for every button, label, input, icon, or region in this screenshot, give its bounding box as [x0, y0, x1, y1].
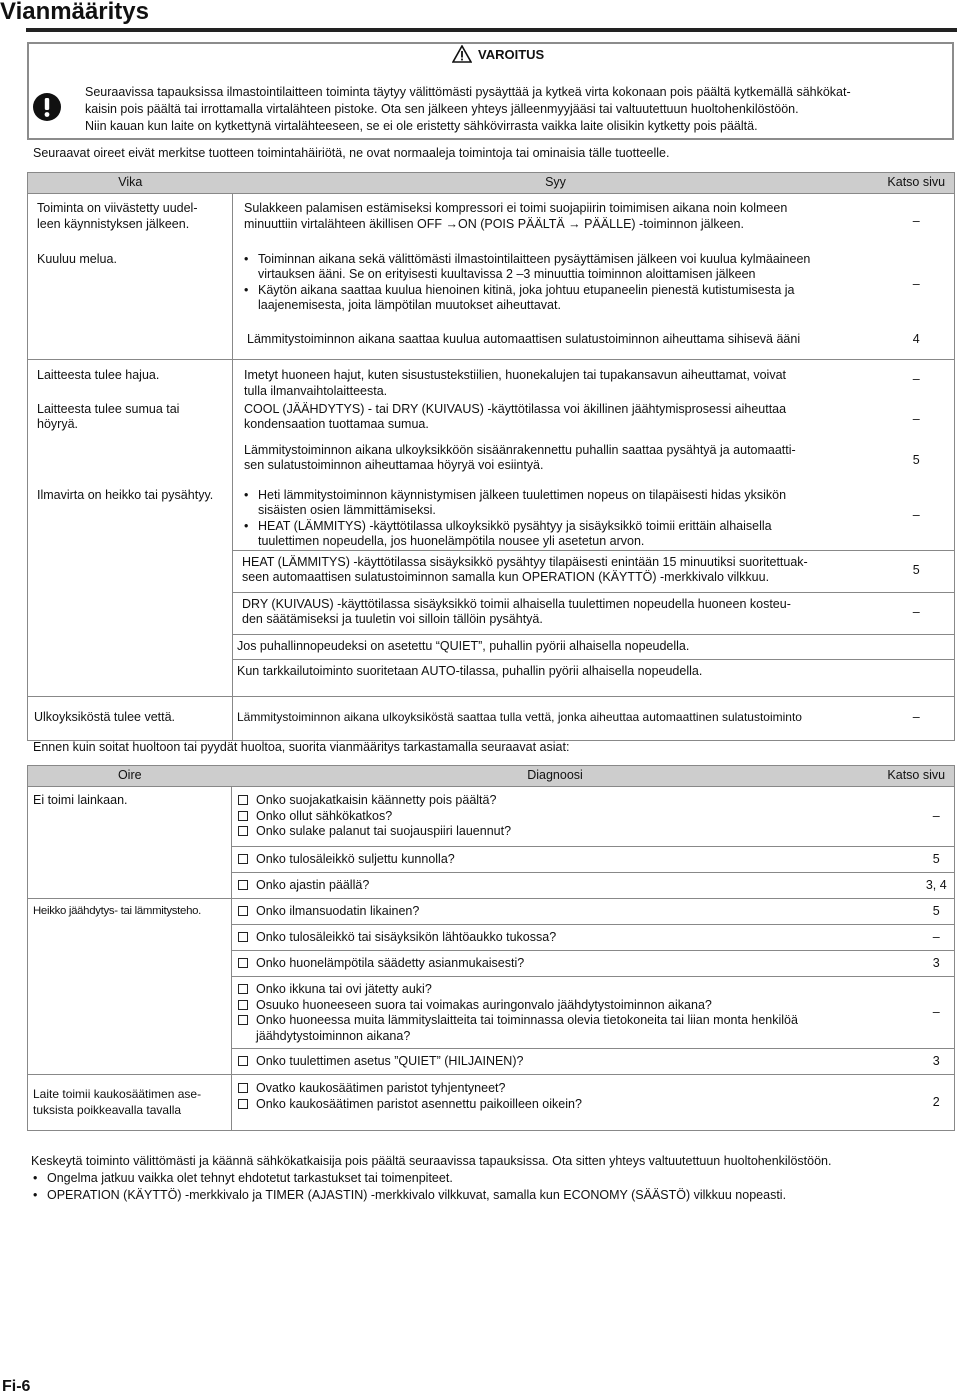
diagnosis-cell	[232, 1075, 879, 1131]
bullet-text: Heti lämmitystoiminnon käynnistymisen jälkeen tuulettimen nopeus on tilapäisesti hidas yksikön sisäisten osien lämmittämiseksi.	[258, 487, 787, 517]
page-cell: 5	[879, 550, 955, 592]
check-text: Onko ikkuna tai ovi jätetty auki?	[256, 982, 432, 996]
page-number: Fi-6	[2, 1378, 31, 1395]
warning-triangle-icon	[452, 45, 472, 63]
checkbox-icon	[238, 1015, 248, 1025]
page-cell: –	[879, 696, 955, 740]
intro-text: Seuraavat oireet eivät merkitse tuotteen toimintahäiriötä, ne ovat normaaleja toimintoja tai ominaisia tälle tuotteelle.	[33, 146, 670, 160]
table-row	[28, 482, 955, 551]
column-header-oire: Oire	[28, 766, 232, 787]
page-cell: –	[912, 507, 920, 522]
page-cell: –	[879, 787, 955, 847]
checkbox-icon	[238, 826, 248, 836]
bullet-text: HEAT (LÄMMITYS) -käyttötilassa ulkoyksikkö pysähtyy ja sisäyksikkö toimii erittäin alhaisella tuulettimen nopeudella, jos huonelämpötila nousee yli asetetun arvon.	[258, 518, 772, 548]
checkbox-item	[238, 824, 879, 840]
table-row	[28, 194, 955, 250]
page-cell: –	[879, 194, 955, 250]
cause-cell: Imetyt huoneen hajut, kuten sisustustekstiilien, huonekalujen tai tupakansavun aiheuttamat, voivat tulla ilmanvaihtolaitteesta.	[233, 360, 879, 400]
checkbox-icon	[238, 1099, 248, 1109]
check-text: Onko huonelämpötila säädetty asianmukaisesti?	[256, 955, 525, 970]
check-text: Onko tuulettimen asetus ”QUIET” (HILJAINEN)?	[256, 1053, 524, 1068]
fault-cell: Laitteesta tulee hajua.	[28, 360, 233, 400]
cause-cell: Lämmitystoiminnon aikana ulkoyksikköön sisäänrakennettu puhallin saattaa pysähtyä ja automaatti- sen sulatustoiminnon aiheuttamaa höyryä voi esiintyä.	[244, 442, 796, 472]
checkbox-item	[238, 904, 879, 920]
page-cell: –	[912, 276, 920, 291]
table-row	[28, 360, 955, 400]
check-text: Onko tulosäleikkö tai sisäyksikön lähtöaukko tukossa?	[256, 929, 557, 944]
checkbox-icon	[238, 958, 248, 968]
warning-line: Niin kauan kun laite on kytkettynä virtalähteeseen, se ei ole eristetty sähkövirrasta vaikka laite olisikin kytketty pois päältä.	[85, 119, 758, 133]
bullet-item: • Ongelma jatkuu vaikka olet tehnyt ehdotetut tarkastukset tai toimenpiteet.	[33, 1171, 453, 1185]
column-header-page: Katso sivu	[879, 173, 955, 194]
checkbox-icon	[238, 906, 248, 916]
diagnosis-cell	[232, 787, 879, 847]
warning-heading	[452, 45, 544, 63]
table-row	[28, 1075, 955, 1131]
fault-cell: Ulkoyksiköstä tulee vettä.	[28, 696, 233, 740]
checkbox-icon	[238, 1056, 248, 1066]
fault-cell: Kuuluu melua.	[28, 250, 233, 360]
symptoms-table	[27, 172, 955, 741]
warning-text	[85, 84, 953, 135]
fault-cell: Laitteesta tulee sumua tai höyryä.	[28, 400, 233, 482]
symptom-cell: Laite toimii kaukosäätimen ase- tuksista poikkeavalla tavalla	[28, 1075, 232, 1131]
checkbox-item	[238, 852, 879, 868]
page-cell: –	[879, 977, 955, 1049]
table-header-row	[28, 766, 955, 787]
table-row	[28, 696, 955, 740]
check-text: Onko suojakatkaisin käännetty pois päältä?	[256, 793, 497, 807]
checkbox-icon	[238, 880, 248, 890]
diagnosis-cell	[232, 873, 879, 899]
page-cell: –	[879, 925, 955, 951]
page-cell: –	[879, 592, 955, 634]
check-text: Onko ilmansuodatin likainen?	[256, 903, 420, 918]
page-cell	[879, 659, 955, 684]
fault-cell: Toiminta on viivästetty uudel- leen käynnistyksen jälkeen.	[28, 194, 233, 250]
table-row	[28, 899, 955, 925]
bullet-item: • Heti lämmitystoiminnon käynnistymisen jälkeen tuulettimen nopeus on tilapäisesti hidas yksikön sisäisten osien lämmittämiseksi.	[244, 487, 787, 517]
symptom-cell: Ei toimi lainkaan.	[28, 787, 232, 899]
cause-cell: Lämmitystoiminnon aikana ulkoyksiköstä saattaa tulla vettä, jonka aiheuttaa automaattinen sulatustoiminto	[233, 696, 879, 740]
checkbox-item	[238, 982, 879, 998]
fault-cell: Ilmavirta on heikko tai pysähtyy.	[28, 482, 233, 697]
cause-cell	[233, 250, 879, 320]
page-cell: –	[912, 411, 920, 426]
diagnosis-cell	[232, 951, 879, 977]
checkbox-item	[238, 956, 879, 972]
page-cell: 5	[879, 847, 955, 873]
checkbox-icon	[238, 1083, 248, 1093]
page-cell: 5	[912, 452, 920, 467]
column-header-vika: Vika	[28, 173, 233, 194]
checkbox-icon	[238, 811, 248, 821]
diagnosis-cell	[232, 977, 879, 1049]
checkbox-icon	[238, 984, 248, 994]
page-title: Vianmääritys	[0, 0, 149, 25]
table-header-row	[28, 173, 955, 194]
bullet-text: Käytön aikana saattaa kuulua hienoinen kitinä, joka johtuu etupaneelin pienestä kutistumisesta ja laajenemisesta, joita lämpötilan muutokset aiheuttavat.	[258, 282, 795, 312]
bullet-text: OPERATION (KÄYTTÖ) -merkkivalo ja TIMER (AJASTIN) -merkkivalo vilkkuvat, samalla kun ECONOMY (SÄÄSTÖ) vilkkuu nopeasti.	[47, 1188, 787, 1202]
cause-cell: DRY (KUIVAUS) -käyttötilassa sisäyksikkö toimii alhaisella tuulettimen nopeudella huoneen kosteu- den säätämiseksi ja tuuletin voi silloin tällöin pysähtyä.	[233, 592, 879, 634]
diagnosis-cell	[232, 899, 879, 925]
column-header-syy: Syy	[233, 173, 879, 194]
check-text: Onko tulosäleikkö suljettu kunnolla?	[256, 851, 455, 866]
checkbox-icon	[238, 1000, 248, 1010]
bullet-item: • Toiminnan aikana sekä välittömästi ilmastointilaitteen pysäyttämisen jälkeen voi kuulua kylmäaineen virtauksen ääni. Se on erityisesti kuultavissa 2 –3 minuuttia toiminnon aloittamisen jälkeen	[244, 251, 811, 281]
diagnosis-cell	[232, 847, 879, 873]
warning-label: VAROITUS	[478, 46, 545, 62]
bullet-text: Ongelma jatkuu vaikka olet tehnyt ehdotetut tarkastukset tai toimenpiteet.	[47, 1171, 453, 1185]
checkbox-item	[238, 1081, 879, 1097]
table-row	[28, 400, 955, 440]
bullet-item: • HEAT (LÄMMITYS) -käyttötilassa ulkoyksikkö pysähtyy ja sisäyksikkö toimii erittäin alhaisella tuulettimen nopeudella, jos huonelämpötila nousee yli asetetun arvon.	[244, 518, 772, 548]
cause-cell: Jos puhallinnopeudeksi on asetettu “QUIET”, puhallin pyörii alhaisella nopeudella.	[233, 634, 879, 659]
column-header-diagnoosi: Diagnoosi	[232, 766, 879, 787]
page-cell: 5	[879, 899, 955, 925]
symptom-cell: Heikko jäähdytys- tai lämmitysteho.	[28, 899, 232, 1075]
checkbox-item	[238, 878, 879, 894]
checkbox-item	[238, 793, 879, 809]
page-cell: 3	[879, 951, 955, 977]
bullet-text: Toiminnan aikana sekä välittömästi ilmastointilaitteen pysäyttämisen jälkeen voi kuulua kylmäaineen virtauksen ääni. Se on erityisesti kuultavissa 2 –3 minuuttia toiminnon aloittamisen jälkeen	[258, 251, 811, 281]
exclamation-icon	[32, 92, 62, 122]
checkbox-icon	[238, 795, 248, 805]
checkbox-item	[238, 809, 879, 825]
column-header-page: Katso sivu	[879, 766, 955, 787]
table-row	[28, 250, 955, 320]
check-text: Onko sulake palanut tai suojauspiiri lauennut?	[256, 824, 512, 838]
checkbox-icon	[238, 932, 248, 942]
diagnosis-table	[27, 765, 955, 1131]
lead-text: Ennen kuin soitat huoltoon tai pyydät huoltoa, suorita vianmääritys tarkastamalla seuraavat asiat:	[33, 740, 570, 754]
check-text: Onko ollut sähkökatkos?	[256, 808, 393, 823]
cause-cell: Lämmitystoiminnon aikana saattaa kuulua automaattisen sulatustoiminnon aiheuttama sihisevä ääni	[247, 331, 801, 346]
check-text: Osuuko huoneeseen suora tai voimakas auringonvalo jäähdytystoiminnon aikana?	[256, 997, 712, 1012]
checkbox-item	[238, 930, 879, 946]
cause-cell: COOL (JÄÄHDYTYS) - tai DRY (KUIVAUS) -käyttötilassa voi äkillinen jäähtymisprosessi aiheuttaa kondensaation tuottamaa sumua.	[244, 401, 787, 431]
warning-line: Seuraavissa tapauksissa ilmastointilaitteen toiminta täytyy välittömästi pysäyttää ja kytkeä virta kokonaan pois päältä kytkemällä sähkökat-	[85, 85, 851, 99]
cause-cell	[233, 482, 879, 551]
cause-cell: Kun tarkkailutoiminto suoritetaan AUTO-tilassa, puhallin pyörii alhaisella nopeudella.	[233, 659, 879, 684]
diagnosis-cell	[232, 1049, 879, 1075]
page-cell: –	[879, 360, 955, 400]
checkbox-item	[238, 1054, 879, 1070]
bullet-item: • Käytön aikana saattaa kuulua hienoinen kitinä, joka johtuu etupaneelin pienestä kutistumisesta ja laajenemisesta, joita lämpötilan muutokset aiheuttavat.	[244, 282, 795, 312]
page-cell: 3	[879, 1049, 955, 1075]
diagnosis-cell	[232, 925, 879, 951]
checkbox-item	[238, 1013, 879, 1044]
page-cell: 2	[879, 1075, 955, 1131]
check-text: Onko huoneessa muita lämmityslaitteita tai toiminnassa olevia tietokoneita tai liian monta henkilöä jäähdytystoiminnon aikana?	[256, 1013, 798, 1043]
check-text: Onko ajastin päällä?	[256, 877, 370, 892]
check-text: Ovatko kaukosäätimen paristot tyhjentyneet?	[256, 1081, 506, 1095]
checkbox-item	[238, 1097, 879, 1113]
closing-notice	[31, 1153, 831, 1204]
page-cell	[879, 634, 955, 659]
checkbox-icon	[238, 854, 248, 864]
cause-cell: HEAT (LÄMMITYS) -käyttötilassa sisäyksikkö pysähtyy tilapäisesti enintään 15 minuutiksi suoritettuak- seen automaattisen sulatustoiminnon samalla kun OPERATION (KÄYTTÖ) -merkkivalo vilkkuu.	[233, 550, 879, 592]
bullet-item: • OPERATION (KÄYTTÖ) -merkkivalo ja TIMER (AJASTIN) -merkkivalo vilkkuvat, samalla kun ECONOMY (SÄÄSTÖ) vilkkuu nopeasti.	[33, 1188, 787, 1202]
table-row	[28, 787, 955, 847]
warning-line: kaisin pois päältä tai irrottamalla virtalähteen pistoke. Ota sen jälkeen yhteys jälleenmyyjääsi tai valtuutettuun huoltohenkilöstöön.	[85, 102, 799, 116]
title-rule	[26, 28, 957, 32]
page-cell: 4	[912, 331, 920, 346]
cause-cell: Sulakkeen palamisen estämiseksi kompressori ei toimi suojapiirin toimimisen aikana noin kolmeen minuuttiin virtalähteen äkillisen OFF →ON (POIS PÄÄLTÄ → PÄÄLLE) -toiminnon jälkeen.	[233, 194, 879, 250]
check-text: Onko kaukosäätimen paristot asennettu paikoilleen oikein?	[256, 1096, 582, 1111]
page-cell: 3, 4	[879, 873, 955, 899]
closing-text: Keskeytä toiminto välittömästi ja käännä sähkökatkaisija pois päältä seuraavissa tapauksissa. Ota sitten yhteys valtuutettuun huoltohenkilöstöön.	[31, 1154, 832, 1168]
checkbox-item	[238, 998, 879, 1014]
